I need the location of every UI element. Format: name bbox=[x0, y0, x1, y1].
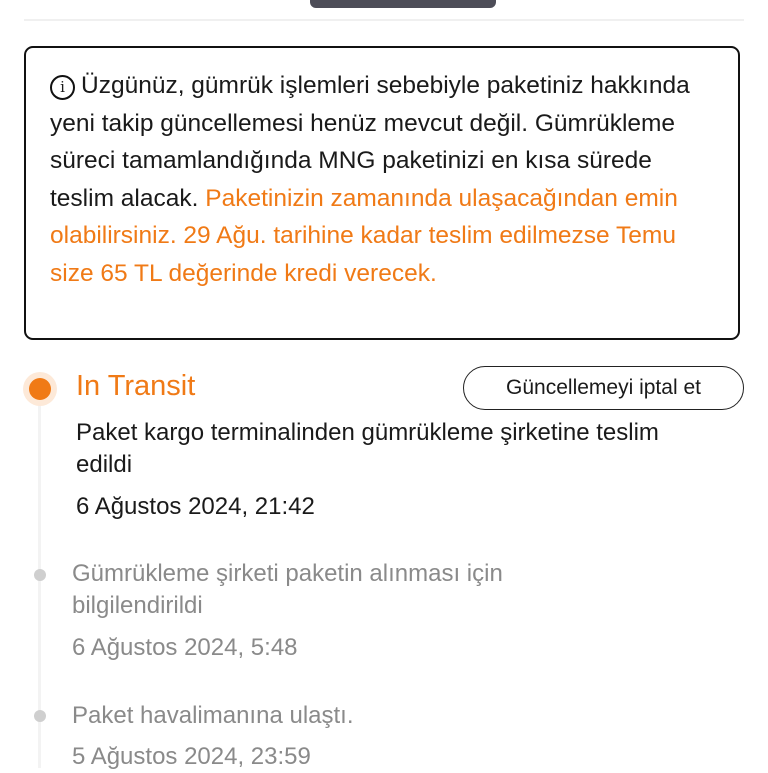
info-icon: i bbox=[50, 75, 75, 100]
notice-credit-text: Paketinizin zamanında ulaşacağından emin olabilirsiniz. 29 Ağu. tarihine kadar teslim edilmezse Temu size 65 TL değerinde kredi verecek. bbox=[50, 184, 678, 287]
event-text: Paket havalimanına ulaştı. bbox=[72, 702, 354, 729]
event-date: 5 Ağustos 2024, 23:59 bbox=[72, 743, 311, 770]
cancel-updates-button[interactable]: Güncellemeyi iptal et bbox=[463, 366, 744, 410]
divider bbox=[24, 19, 744, 21]
customs-notice bbox=[24, 46, 740, 340]
event-dot bbox=[34, 710, 46, 722]
active-status-dot bbox=[29, 378, 51, 400]
top-bar-handle bbox=[310, 0, 496, 8]
event-date: 6 Ağustos 2024, 21:42 bbox=[76, 493, 315, 520]
event-date: 6 Ağustos 2024, 5:48 bbox=[72, 634, 298, 661]
notice-text: Üzgünüz, gümrük işlemleri sebebiyle paketiniz hakkında yeni takip güncellemesi henüz mevcut değil. Gümrükleme süreci tamamlandığında MNG paketinizi en kısa sürede teslim alacak. bbox=[50, 72, 690, 212]
status-title: In Transit bbox=[76, 370, 196, 402]
event-text: Paket kargo terminalinden gümrükleme şirketine teslim edildi bbox=[76, 419, 659, 478]
event-text: Gümrükleme şirketi paketin alınması için bilgilendirildi bbox=[72, 560, 503, 619]
event-dot bbox=[34, 569, 46, 581]
